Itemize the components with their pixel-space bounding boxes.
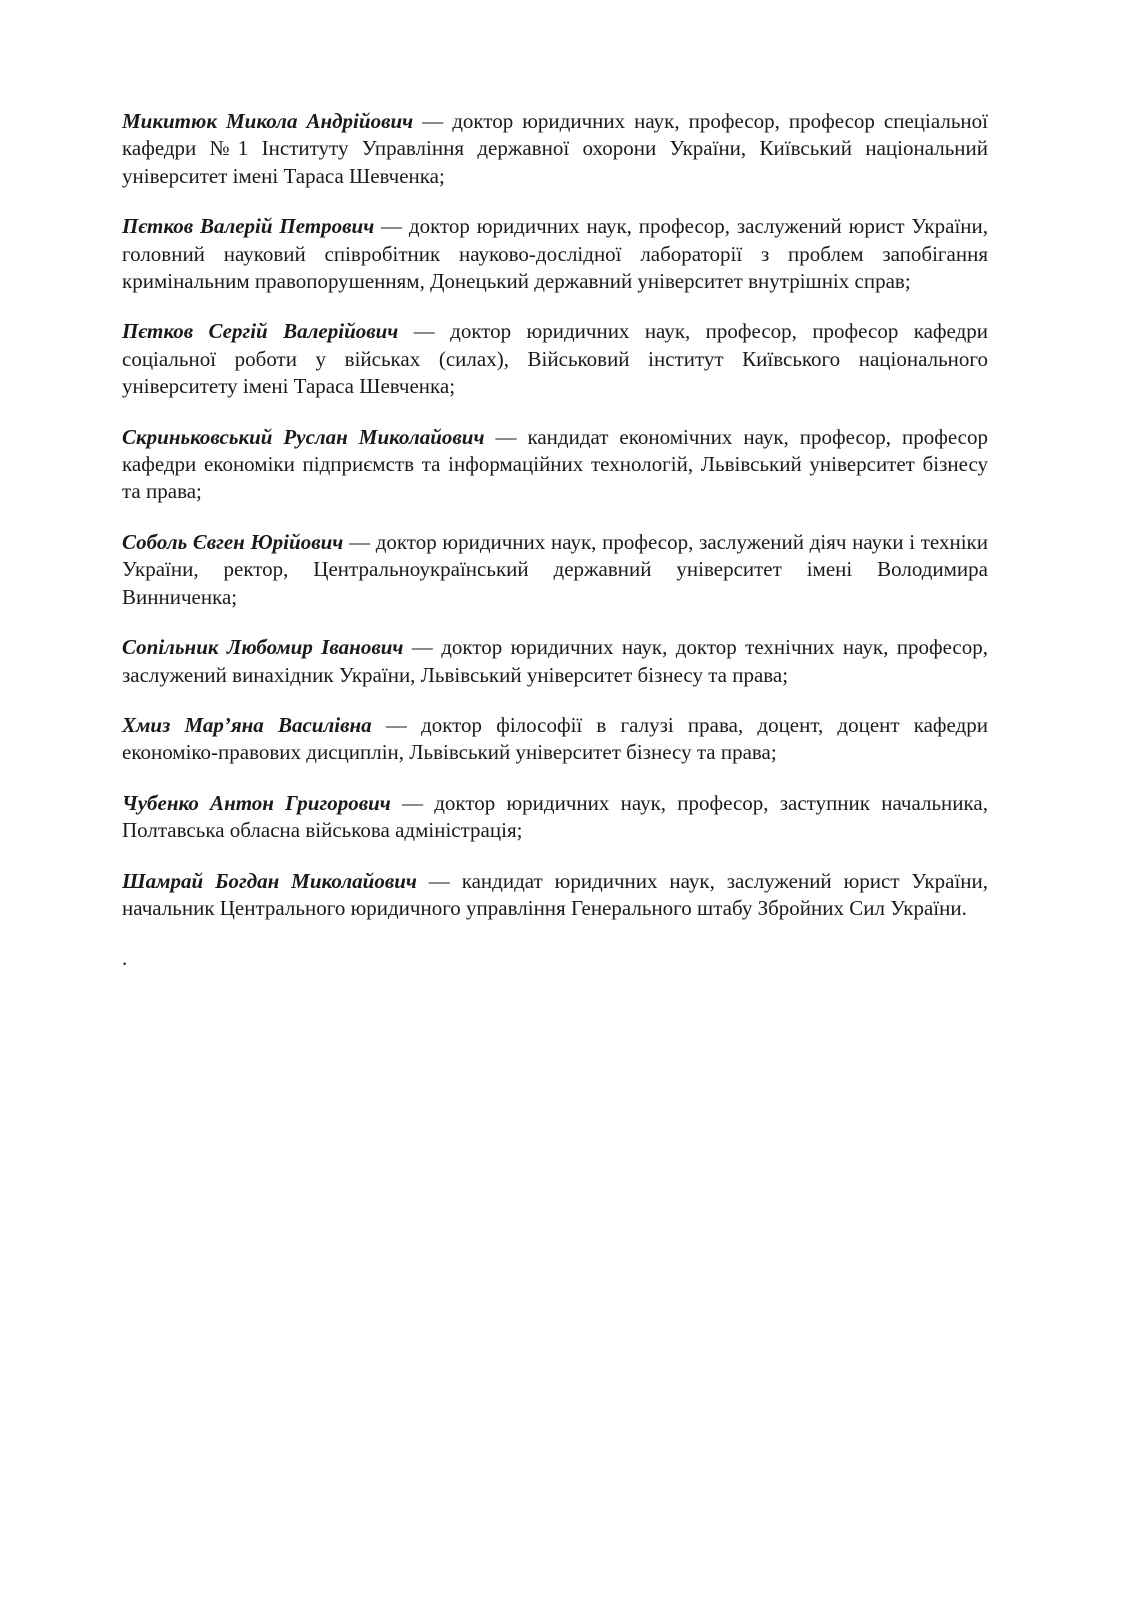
editorial-board-entry — [122, 529, 988, 611]
editorial-board-list — [122, 108, 988, 922]
person-description: кандидат юридичних наук, заслужений юрист України, начальник Центрального юридичного управління Генерального штабу Збройних Сил України. — [122, 868, 989, 920]
trailing-period: . — [122, 946, 128, 971]
editorial-board-entry — [122, 790, 988, 845]
person-name: Шамрай Богдан Миколайович — [122, 868, 417, 893]
person-description: доктор філософії в галузі права, доцент, доцент кафедри економіко-правових дисциплін, Львівський університет бізнесу та права; — [122, 712, 989, 765]
editorial-board-entry — [122, 712, 988, 767]
dash-separator: — — [374, 214, 409, 239]
person-description: доктор юридичних наук, професор, заступник начальника, Полтавська обласна військова адміністрація; — [122, 790, 988, 843]
dash-separator: — — [416, 868, 462, 893]
dash-separator: — — [390, 790, 435, 815]
editorial-board-entry — [122, 424, 988, 506]
dash-separator: — — [343, 529, 376, 554]
person-name: Хмиз Мар’яна Василівна — [122, 712, 372, 737]
dash-separator: — — [413, 109, 453, 133]
person-name: Сопільник Любомир Іванович — [122, 635, 404, 660]
person-description: доктор юридичних наук, професор, професор спеціальної кафедри №1 Інституту Управління державної охорони України, Київський національний університет імені Тараса Шевченка; — [122, 109, 988, 188]
editorial-board-entry — [122, 108, 988, 190]
page-content — [122, 108, 988, 973]
person-description: кандидат економічних наук, професор, професор кафедри економіки підприємств та інформаційних технологій, Львівський університет бізнесу та права; — [122, 424, 988, 504]
person-description: доктор юридичних наук, професор, заслужений діяч науки і техніки України, ректор, Центральноукраїнський державний університет імені Володимира Винниченка; — [122, 529, 988, 609]
editorial-board-entry — [122, 634, 988, 689]
dash-separator: — — [398, 319, 451, 344]
person-name: Микитюк Микола Андрійович — [122, 109, 414, 133]
editorial-board-entry — [122, 318, 988, 400]
dash-separator: — — [484, 424, 528, 449]
person-name: Соболь Євген Юрійович — [122, 529, 344, 554]
person-name: Чубенко Антон Григорович — [122, 790, 391, 815]
person-name: Пєтков Сергій Валерійович — [122, 319, 399, 344]
dash-separator: — — [403, 635, 442, 660]
editorial-board-entry — [122, 213, 988, 295]
person-name: Пєтков Валерій Петрович — [122, 214, 375, 239]
person-description: доктор юридичних наук, професор, заслужений юрист України, головний науковий співробітник науково-дослідної лабораторії з проблем запобігання кримінальним правопорушенням, Донецький державний університет внутрішніх справ; — [122, 214, 989, 294]
editorial-board-entry — [122, 868, 988, 923]
person-description: доктор юридичних наук, професор, професор кафедри соціальної роботи у військах (силах), Військовий інститут Київського національного університету імені Тараса Шевченка; — [122, 319, 988, 399]
person-name: Скриньковський Руслан Миколайович — [122, 424, 485, 449]
person-description: доктор юридичних наук, доктор технічних наук, професор, заслужений винахідник України, Львівський університет бізнесу та права; — [122, 635, 988, 687]
dash-separator: — — [371, 712, 422, 737]
